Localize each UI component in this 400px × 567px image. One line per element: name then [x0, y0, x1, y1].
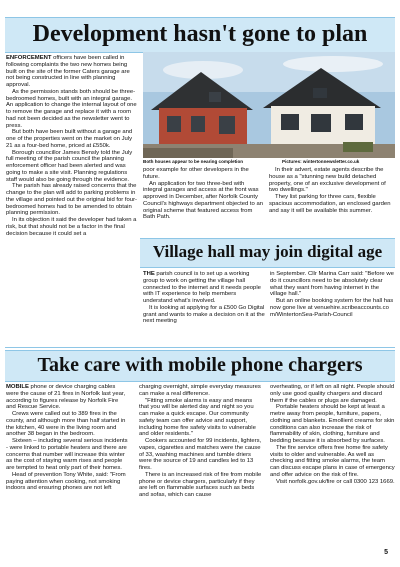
article3-lead-text: phone or device charging cables were the cause of 21 fires in Norfolk last year, according to figures release by Norfolk Fire and Rescue Service. — [6, 384, 126, 411]
article2-paragraph: in September. Cllr Marina Carr said: "Before we do it councillors need to be absolutely clear what they want from having internet in the village hall." — [270, 271, 394, 298]
article3-headline: Take care with mobile phone chargers — [37, 354, 363, 376]
article2-lead-text: parish council is to set up a working group to work on getting the village hall connected to the internet and it needs people with IT experience to help members understand what's involved. — [143, 271, 261, 304]
article1-paragraph: They list parking for three cars, flexible spacious accommodation, an enclosed garden and say it will be available this summer. — [269, 194, 391, 214]
article3-paragraph: Portable heaters should be kept at least a metre away from people, furniture, papers, clothing and blankets. Emollient creams for skin conditions can also increase the risk of flammability of skin, clothing, furniture and bedding because it is absorbed by surfaces. — [270, 404, 395, 444]
article1-paragraph: In its objection it said the developer had taken a risk, but that should not be a factor in the final decision because it could set a — [6, 217, 137, 237]
article3-column-1 — [6, 384, 129, 549]
article1-paragraph: poor example for other developers in the future. — [143, 167, 249, 180]
article1-paragraph: As the permission stands both should be three-bedroomed homes, built with an integral garage. An application to change the internal layout of one to remove the garage and replace it with a room had not been decided as the newsletter went to press. — [6, 88, 137, 129]
article2-headline: Village hall may join digital age — [152, 242, 383, 261]
article2-paragraph: But an online booking system for the hall has now gone live at venuehire.scribeaccounts.com/WintertonSea-Parish-Council — [270, 298, 394, 318]
photo-caption: Both houses appear to be nearing completion — [143, 159, 244, 164]
article3-paragraph: "Fitting smoke alarms is easy and means that you will be alerted day and night so you can make a quick escape. Our community safety team can offer advice and support, including home fire safety visits to vulnerable and older residents." — [139, 397, 256, 438]
article1-paragraph: The parish has already raised concerns that the change to the plan will add to parking problems in the village and pointed out the original bid for four-bedroomed homes had to be amended to obtain planning permission. — [6, 183, 137, 217]
article3-paragraph: Head of prevention Tony White, said: "From paying attention when cooking, not smoking indoors and ensuring phones are not left — [6, 471, 126, 492]
article2-left-column — [143, 271, 266, 343]
article1-paragraph: But both have been built without a garage and one of the properties went on the market on July 21 as a four-bed home, priced at £550k. — [6, 129, 133, 149]
article2-lead-word: THE — [143, 271, 155, 277]
article3-lead-word: MOBILE — [6, 384, 29, 390]
article3-column-2 — [139, 384, 262, 549]
article3-paragraph: Cookers accounted for 99 incidents, lighters, vapes, cigarettes and matches were the cause of 33, washing machines and tumble driers were the source of 19 and candles led to 13 fires. — [139, 438, 262, 471]
article1-headline: Development hasn't gone to plan — [32, 21, 368, 47]
article2-lead-paragraph — [143, 271, 266, 305]
section-divider — [5, 347, 395, 348]
article3-paragraph: Visit norfolk.gov.uk/fire or call 0300 123 1669. — [276, 478, 395, 485]
photo-credit: Pictures: wintertonnewsletter.co.uk — [282, 159, 360, 164]
page-number: 5 — [384, 549, 388, 556]
article1-paragraph: An application for two three-bed with integral garages and access at the front was approved in December, after Norfolk County Council's highways department objected to an original scheme that featured access from Bath Path. — [143, 180, 263, 221]
article2-paragraph: It is looking at applying for a £500 Go Digital grant and wants to make a decision on it at the next meeting — [143, 304, 265, 325]
article3-lead-paragraph — [6, 384, 129, 411]
houses-photo-image — [143, 52, 395, 158]
article1-lead-text: officers have been called in following complaints the two new homes being built on the site of the former Caters garage are not being constructed in line with planning approval. — [6, 55, 130, 88]
article1-lead-paragraph — [6, 55, 139, 89]
article1-paragraph: Borough councillor James Bensly told the July full meeting of the parish council the planning enforcement officer had been alerted and was going to make a site visit. Planning regulations staff would also be going through the evidence. — [6, 149, 133, 183]
article1-paragraph: In their advert, estate agents describe the house as a "stunning new build detached property, one of an exclusive development of two dwellings." — [269, 167, 386, 194]
article3-paragraph: Sixteen – including several serious incidents - were linked to portable heaters and there are concerns that number will increase this winter as the cost of staying warm rises and people are tempted to heat only part of their homes. — [6, 438, 128, 471]
article1-middle-column — [143, 167, 265, 225]
article1-lead-word: ENFORCEMENT — [6, 55, 52, 61]
houses-photo — [143, 52, 395, 158]
article3-paragraph: charging overnight, simple everyday measures can make a real difference. — [139, 384, 261, 397]
article3-paragraph: The fire service offers free home fire safety visits to older and vulnerable. As well as checking and fitting smoke alarms, the team can discuss escape plans in case of emergency and offer advice on the risk of fire. — [270, 444, 395, 478]
article2-right-column — [270, 271, 395, 343]
article3-column-3 — [270, 384, 395, 549]
article3-paragraph: overheating, or if left on all night. People should only use good quality chargers and discard them if the cables or plugs are damaged. — [270, 384, 395, 404]
article3-paragraph: There is an increased risk of fire from mobile phone or device chargers, particularly if they are left on flammable surfaces such as beds and sofas, which can cause — [139, 471, 262, 498]
article3-paragraph: Crews were called out to 389 fires in the county, and although more than half started in the kitchen, 40 were in the living room and another 38 began in the bedroom. — [6, 411, 126, 438]
article1-right-column — [269, 167, 395, 225]
